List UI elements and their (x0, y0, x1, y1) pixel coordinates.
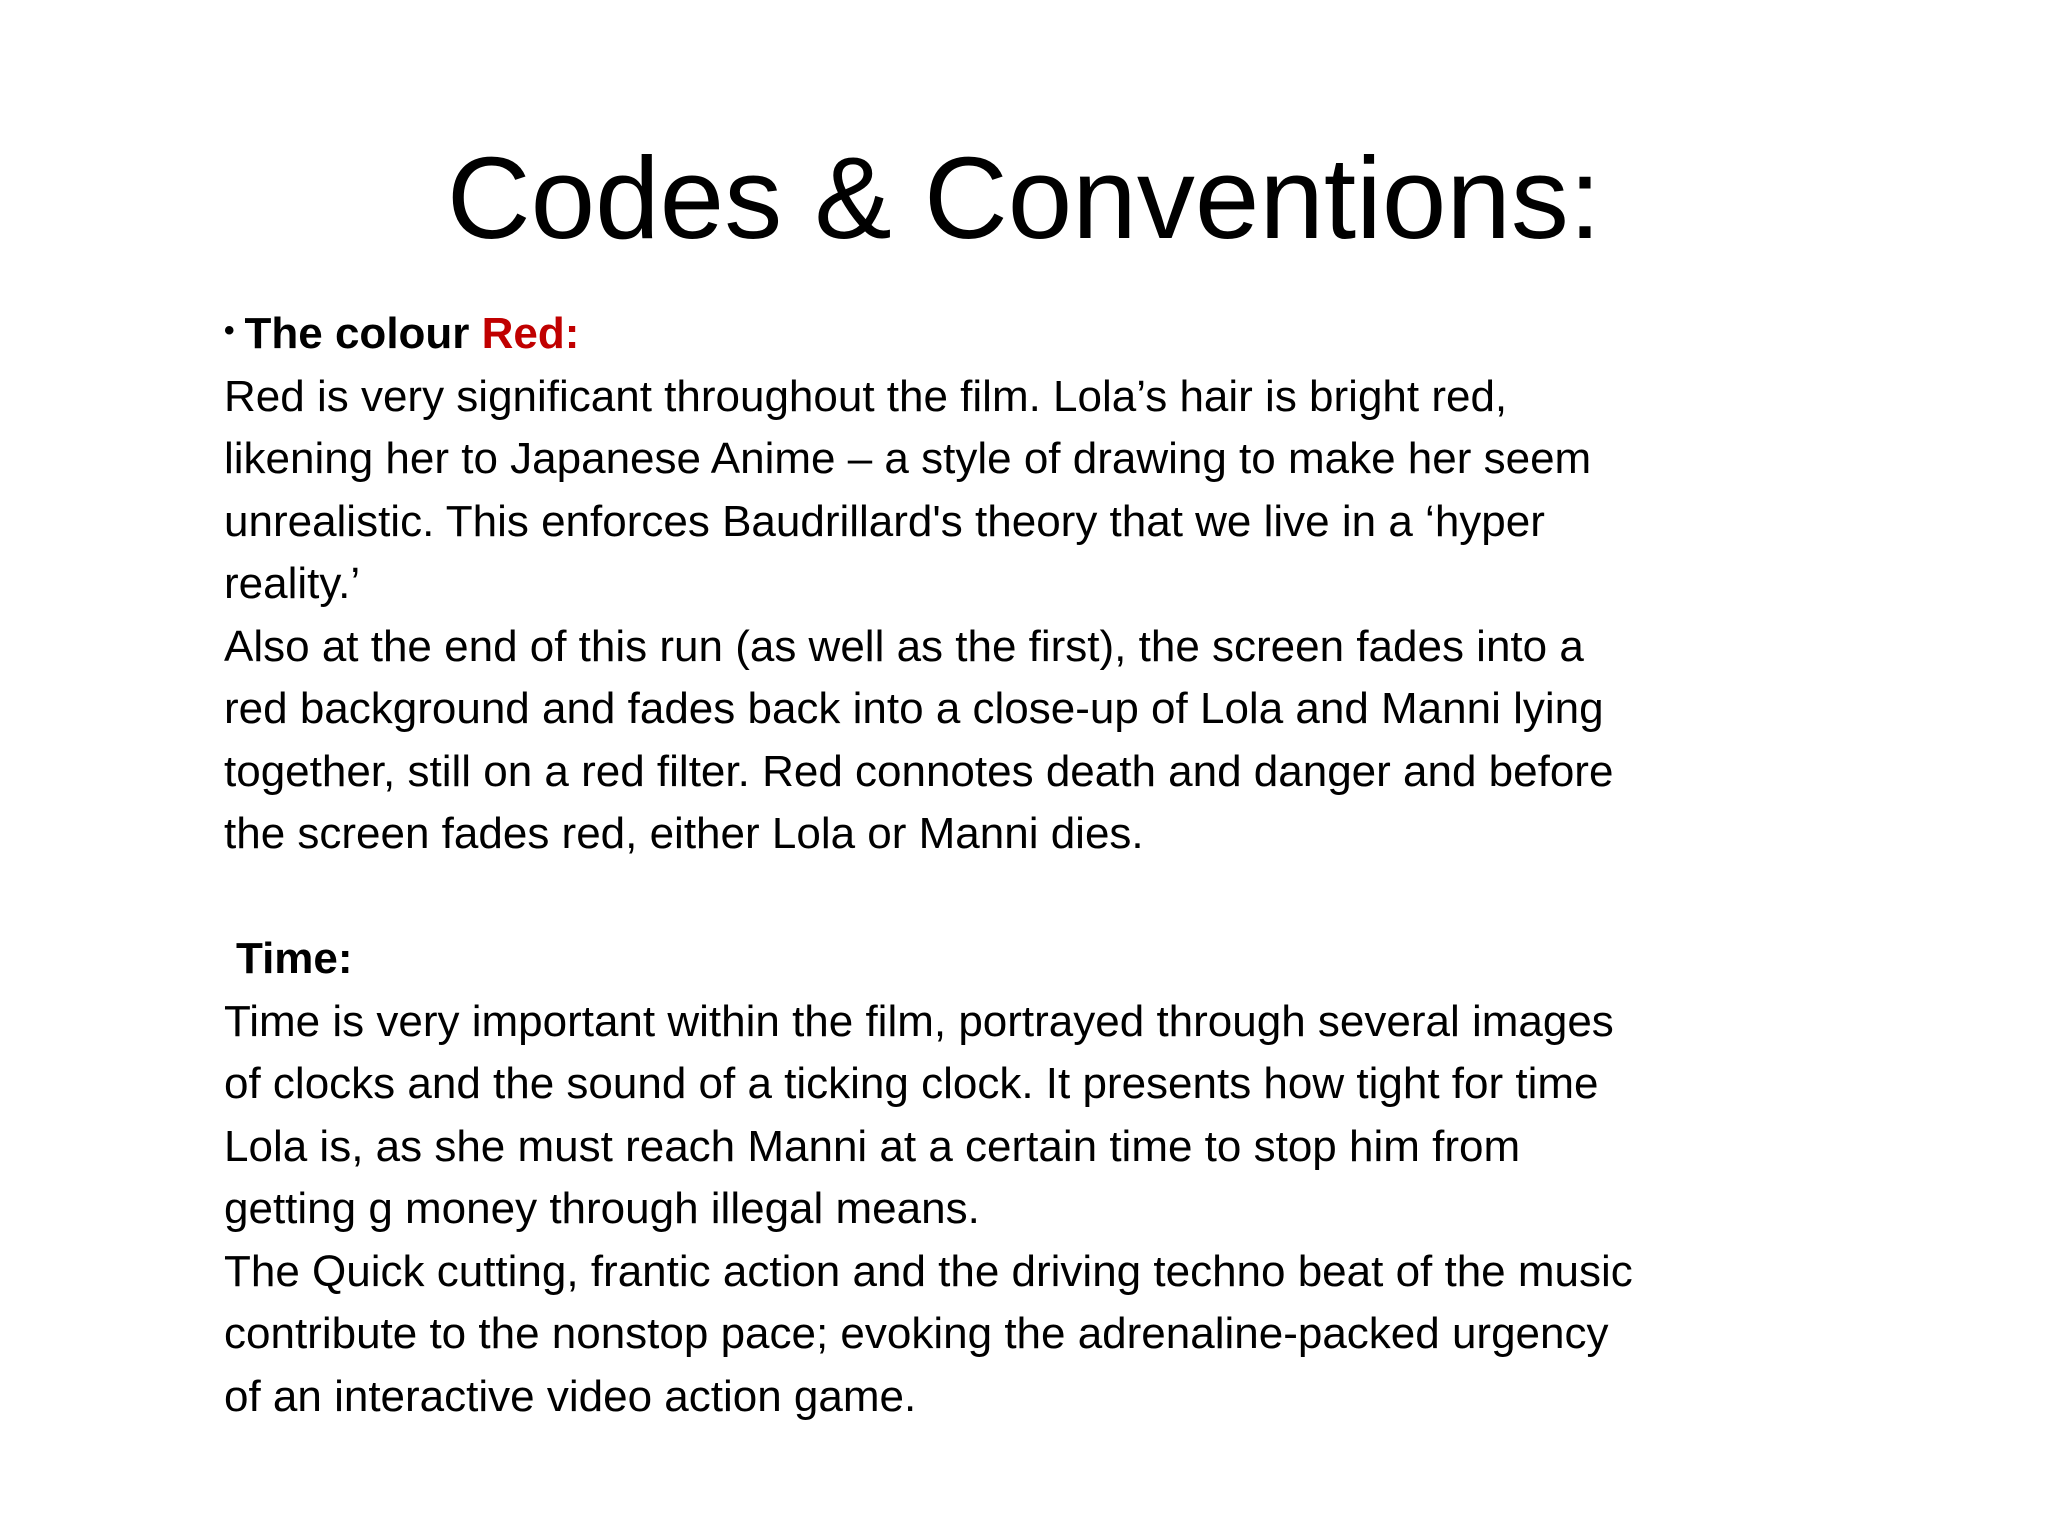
paragraph-line: of clocks and the sound of a ticking clock. It presents how tight for time (224, 1059, 1599, 1108)
paragraph-line: Time is very important within the film, portrayed through several images (224, 996, 1614, 1046)
paragraph-line: contribute to the nonstop pace; evoking the adrenaline-packed urgency (224, 1309, 1609, 1358)
bullet-icon: • (224, 314, 235, 347)
paragraph-line: the screen fades red, either Lola or Manni dies. (224, 809, 1144, 858)
paragraph-line: red background and fades back into a close-up of Lola and Manni lying (224, 684, 1604, 733)
slide-title: Codes & Conventions: (446, 133, 1602, 263)
paragraph-line: Also at the end of this run (as well as the first), the screen fades into a (224, 621, 1584, 671)
slide-body (224, 300, 1804, 1428)
section-spacer (224, 866, 1804, 929)
paragraph-line: reality.’ (224, 559, 361, 608)
section-heading-red (224, 300, 1804, 366)
paragraph-line: The Quick cutting, frantic action and the driving techno beat of the music (224, 1246, 1633, 1296)
paragraph-line: getting g money through illegal means. (224, 1184, 980, 1233)
paragraph-line: Lola is, as she must reach Manni at a certain time to stop him from (224, 1121, 1521, 1171)
heading-highlight-red: Red: (481, 309, 580, 358)
paragraph-line: likening her to Japanese Anime – a style of drawing to make her seem (224, 434, 1592, 483)
section-heading-time: Time: (236, 934, 353, 983)
paragraph-line: of an interactive video action game. (224, 1371, 917, 1421)
paragraph-line: Red is very significant throughout the film. Lola’s hair is bright red, (224, 371, 1508, 421)
paragraph-line: unrealistic. This enforces Baudrillard's theory that we live in a ‘hyper (224, 496, 1545, 546)
heading-prefix: The colour (244, 309, 482, 358)
paragraph-line: together, still on a red filter. Red connotes death and danger and before (224, 746, 1614, 796)
